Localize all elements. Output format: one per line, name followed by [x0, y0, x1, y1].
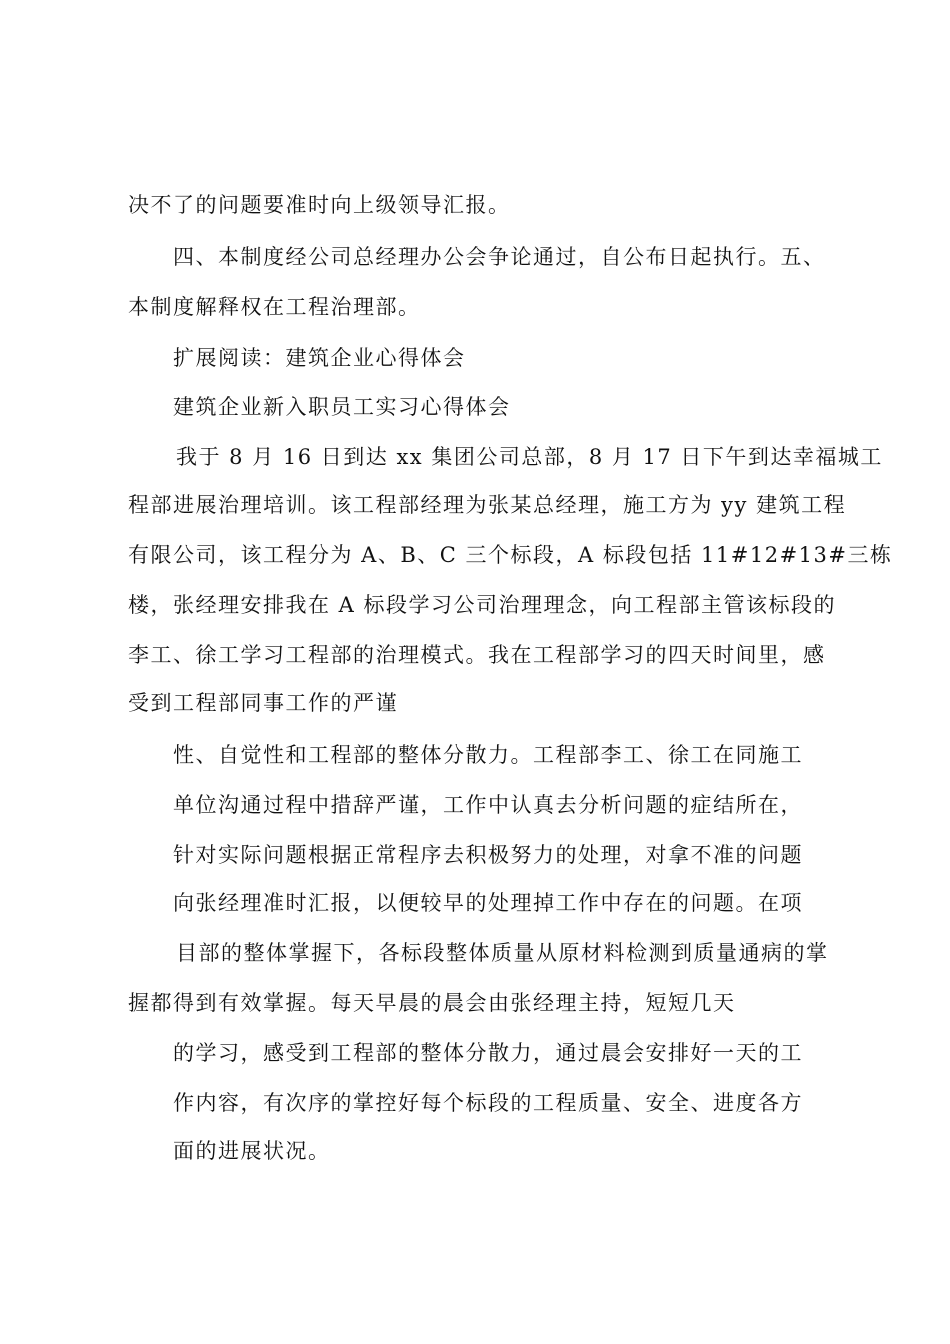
text-line: 单位沟通过程中措辞严谨，工作中认真去分析问题的症结所在，	[173, 793, 803, 817]
text-line: 性、自觉性和工程部的整体分散力。工程部李工、徐工在同施工	[173, 743, 803, 767]
text-line: 本制度解释权在工程治理部。	[128, 295, 421, 319]
text-line: 受到工程部同事工作的严谨	[128, 691, 398, 715]
text-line: 我于 8 月 16 日到达 xx 集团公司总部，8 月 17 日下午到达幸福城工	[176, 445, 883, 469]
text-line: 作内容，有次序的掌控好每个标段的工程质量、安全、进度各方	[173, 1091, 803, 1115]
text-line: 向张经理准时汇报，以便较早的处理掉工作中存在的问题。在项	[173, 891, 803, 915]
text-line: 决不了的问题要准时向上级领导汇报。	[128, 193, 511, 217]
text-line: 李工、徐工学习工程部的治理模式。我在工程部学习的四天时间里，感	[128, 643, 826, 667]
text-line: 有限公司，该工程分为 A、B、C 三个标段，A 标段包括 11#12#13#三栋	[128, 543, 893, 567]
text-line: 针对实际问题根据正常程序去积极努力的处理，对拿不准的问题	[173, 843, 803, 867]
text-line: 目部的整体掌握下，各标段整体质量从原材料检测到质量通病的掌	[176, 941, 829, 965]
text-line: 面的进展状况。	[173, 1139, 331, 1163]
text-line: 握都得到有效掌握。每天早晨的晨会由张经理主持，短短几天	[128, 991, 736, 1015]
text-line: 四、本制度经公司总经理办公会争论通过，自公布日起执行。五、	[173, 245, 826, 269]
text-line: 建筑企业新入职员工实习心得体会	[173, 395, 511, 419]
text-line: 程部进展治理培训。该工程部经理为张某总经理，施工方为 yy 建筑工程	[128, 493, 847, 517]
text-line: 的学习，感受到工程部的整体分散力，通过晨会安排好一天的工	[173, 1041, 803, 1065]
text-line: 扩展阅读：建筑企业心得体会	[173, 346, 466, 370]
text-line: 楼，张经理安排我在 A 标段学习公司治理理念，向工程部主管该标段的	[128, 593, 837, 617]
